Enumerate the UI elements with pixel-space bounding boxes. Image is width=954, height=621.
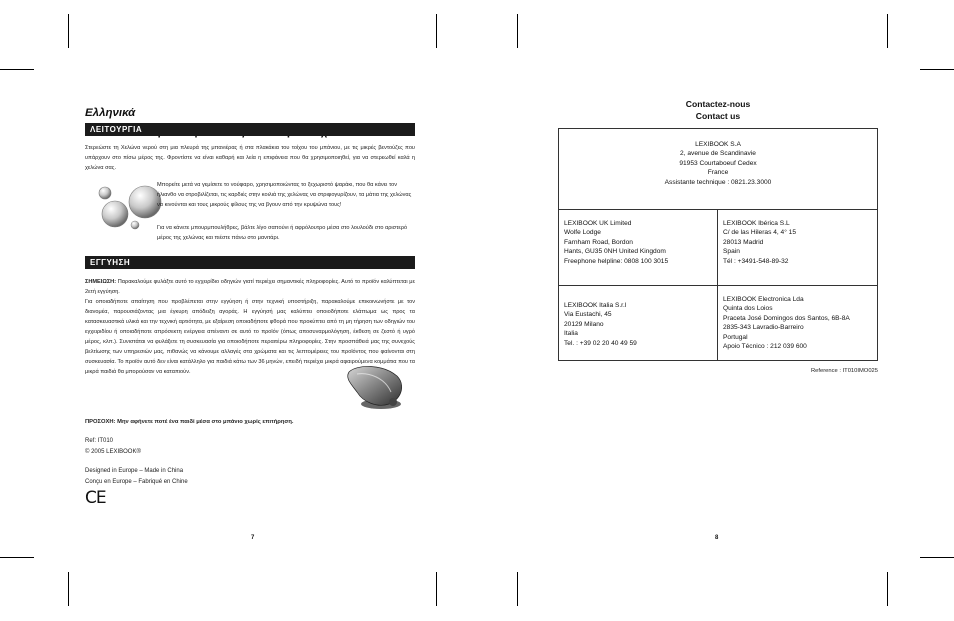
spain-address xyxy=(723,219,796,266)
hq-line: Assistante technique : 0821.23.3000 xyxy=(664,178,772,186)
crop-mark xyxy=(887,14,888,48)
crop-mark xyxy=(68,572,69,606)
page-number-left: 7 xyxy=(251,535,255,541)
italy-address-box xyxy=(558,285,718,361)
operation-paragraph-3: Για να κάνετε μπουρμπουλήθρες, βάλτε λίγο σαπούνι ή αφρόλουτρο μέσα στο λουλούδι στο αριστερό μέρος της χελώνας και πιέστε πάνω στο μανιτάρι. xyxy=(157,225,408,241)
uk-line: LEXIBOOK UK Limited xyxy=(564,220,632,227)
operation-heading-text: ΛΕΙΤΟΥΡΓΙΑ xyxy=(90,125,143,134)
ref-text: Ref: IT010 xyxy=(85,438,114,444)
warranty-note xyxy=(85,277,415,297)
portugal-line: Apoio Técnico : 212 039 600 xyxy=(723,342,807,350)
bubbles-illustration xyxy=(95,184,165,230)
italy-line: LEXIBOOK Italia S.r.l xyxy=(564,302,627,309)
hq-line: LEXIBOOK S.A xyxy=(695,141,741,148)
reference-text: Reference : IT010IMO025 xyxy=(810,368,878,374)
spain-line: LEXIBOOK Ibérica S.L xyxy=(723,220,790,227)
uk-line: Wolfe Lodge xyxy=(564,229,601,237)
shell-knob xyxy=(389,398,397,406)
uk-line: Farnham Road, Bordon xyxy=(564,238,633,246)
crop-mark xyxy=(436,14,437,48)
italy-line: Via Eustachi, 45 xyxy=(564,311,612,319)
spain-line: Spain xyxy=(723,248,740,256)
hq-address xyxy=(559,140,877,187)
crop-mark xyxy=(920,557,954,558)
operation-paragraph-2: Μπορείτε μετά να γεμίσετε το νούφαρο, χρησιμοποιώντας το ξεχωριστό ψαράκι, που θα κάνει τον ήλιανθο να στροβιλίζεται, τις καρδιές στην κοιλιά της χελώνας να στριφογυρίζουν, τα μάτια της χελώνας να κινούνται και τους μικρούς φίλους της να βγουν από την κρυψώνα τους! xyxy=(157,182,412,208)
crop-mark xyxy=(887,572,888,606)
portugal-line: Quinta dos Loios xyxy=(723,305,773,313)
italy-address xyxy=(564,301,637,348)
operation-heading xyxy=(85,123,415,136)
uk-line: Freephone helpline: 0808 100 3015 xyxy=(564,257,669,265)
spain-line: C/ de las Hileras 4, 4° 15 xyxy=(723,229,797,237)
italy-line: Italia xyxy=(564,330,578,338)
warranty-paragraph xyxy=(85,297,415,377)
spain-line: 28013 Madrid xyxy=(723,238,764,246)
bubble-medium xyxy=(102,201,128,227)
note-text: Παρακαλούμε φυλάξτε αυτό το εγχειρίδιο οδηγιών γιατί περιέχει σημαντικές πληροφορίες. Αυτό το προϊόν καλύπτεται με 2ετή εγγύηση. xyxy=(85,279,415,295)
hq-line: 91953 Courtaboeuf Cedex xyxy=(679,159,757,167)
crop-mark xyxy=(920,69,954,70)
bubble-small xyxy=(99,187,111,199)
portugal-address xyxy=(723,295,850,351)
hq-line: France xyxy=(707,169,729,177)
crop-mark xyxy=(517,14,518,48)
note-label: ΣΗΜΕΙΩΣΗ: xyxy=(85,279,117,285)
hq-line: 2, avenue de Scandinavie xyxy=(680,150,756,158)
portugal-line: LEXIBOOK Electronica Lda xyxy=(723,296,804,303)
crop-mark xyxy=(68,14,69,48)
language-title: Ελληνικά xyxy=(85,107,136,119)
warranty-paragraph-text: Για οποιαδήποτε απαίτηση που προβλέπεται στην εγγύηση ή στην τεχνική υποστήριξη, παρακαλούμε επικοινωνήστε με τον διανομέα, παρουσιάζοντας μια έγκυρη απόδειξη αγοράς. Η εγγύησή μας καλύπτει οποιοδήποτε ελάττωμα ως προς τα κατασκευαστικά υλικά και την τεχνική αρτιότητα, με εξαίρεση οποιαδήποτε φθορά που προκύπτει από τη μη τήρηση των οδηγιών του εγχειριδίου ή οποιαδήποτε απρόσεκτη ενέργεια απέναντι σε αυτό το προϊόν (όπως αποσυναρμολόγηση, έκθεση σε ζεστό ή υγρό μέρος, κλπ.). Συνιστάται να φυλάξετε τη συσκευασία για οποιοδήποτε περαιτέρω πληροφορίες. Στην προσπάθειά μας της συνεχούς βελτίωσης των υπηρεσιών μας, πιθανώς να κάνουμε αλλαγές στα χρώματα και τις λεπτομέρειες του προϊόντος που φαίνονται στη συσκευασία. Το προϊόν αυτό δεν είναι κατάλληλο για παιδιά κάτω των 36 μηνών, επειδή περιέχει μικρά αφαιρούμενα κομμάτια που τα μικρά παιδιά θα μπορούσαν να καταπιούν. xyxy=(85,299,415,375)
ce-mark-icon: CE xyxy=(85,488,106,508)
crop-mark xyxy=(517,572,518,606)
copyright-text: © 2005 LEXIBOOK® xyxy=(85,449,141,455)
contact-heading-fr: Contactez-nous xyxy=(685,99,751,109)
contact-heading xyxy=(558,98,878,122)
hq-address-box xyxy=(558,128,878,210)
designed-text-fr: Conçu en Europe – Fabriqué en Chine xyxy=(85,479,188,485)
warning-text: ΠΡΟΣΟΧΗ: Μην αφήνετε ποτέ ένα παιδί μέσα στο μπάνιο χωρίς επιτήρηση. xyxy=(85,419,294,425)
crop-mark xyxy=(436,572,437,606)
warranty-heading-text: ΕΓΓΥΗΣΗ xyxy=(90,258,131,267)
spain-line: Tél : +3491-548-89-32 xyxy=(723,257,789,265)
uk-address xyxy=(564,219,668,266)
italy-line: Tel. : +39 02 20 40 49 59 xyxy=(564,339,637,347)
portugal-line: 2835-343 Lavradio-Barreiro xyxy=(723,324,804,332)
portugal-address-box xyxy=(717,285,878,361)
designed-text-en: Designed in Europe – Made in China xyxy=(85,468,184,474)
spain-address-box xyxy=(717,209,878,286)
warranty-heading xyxy=(85,256,415,269)
contact-heading-en: Contact us xyxy=(695,111,741,121)
italy-line: 20129 Milano xyxy=(564,320,604,328)
uk-line: Hants, GU35 0NH United Kingdom xyxy=(564,248,666,256)
portugal-line: Praceta José Domingos dos Santos, 6B-8A xyxy=(723,314,850,322)
uk-address-box xyxy=(558,209,718,286)
crop-mark xyxy=(0,557,34,558)
page-number-right: 8 xyxy=(715,535,719,541)
operation-paragraph-1: Στερεώστε τη Χελώνα νερού στη μια πλευρά της μπανιέρας ή στα πλακάκια του τοίχου του μπάνιου, με τις μικρές βεντούζες που υπάρχουν στο πίσω μέρος της. Φροντίστε να είναι καθαρή και λεία η επιφάνεια που θα χρησιμοποιηθεί, για να στερεωθεί καλά η χελώνα σας. xyxy=(85,145,415,171)
bubble-tiny xyxy=(131,221,139,229)
crop-mark xyxy=(0,69,34,70)
portugal-line: Portugal xyxy=(723,333,748,341)
